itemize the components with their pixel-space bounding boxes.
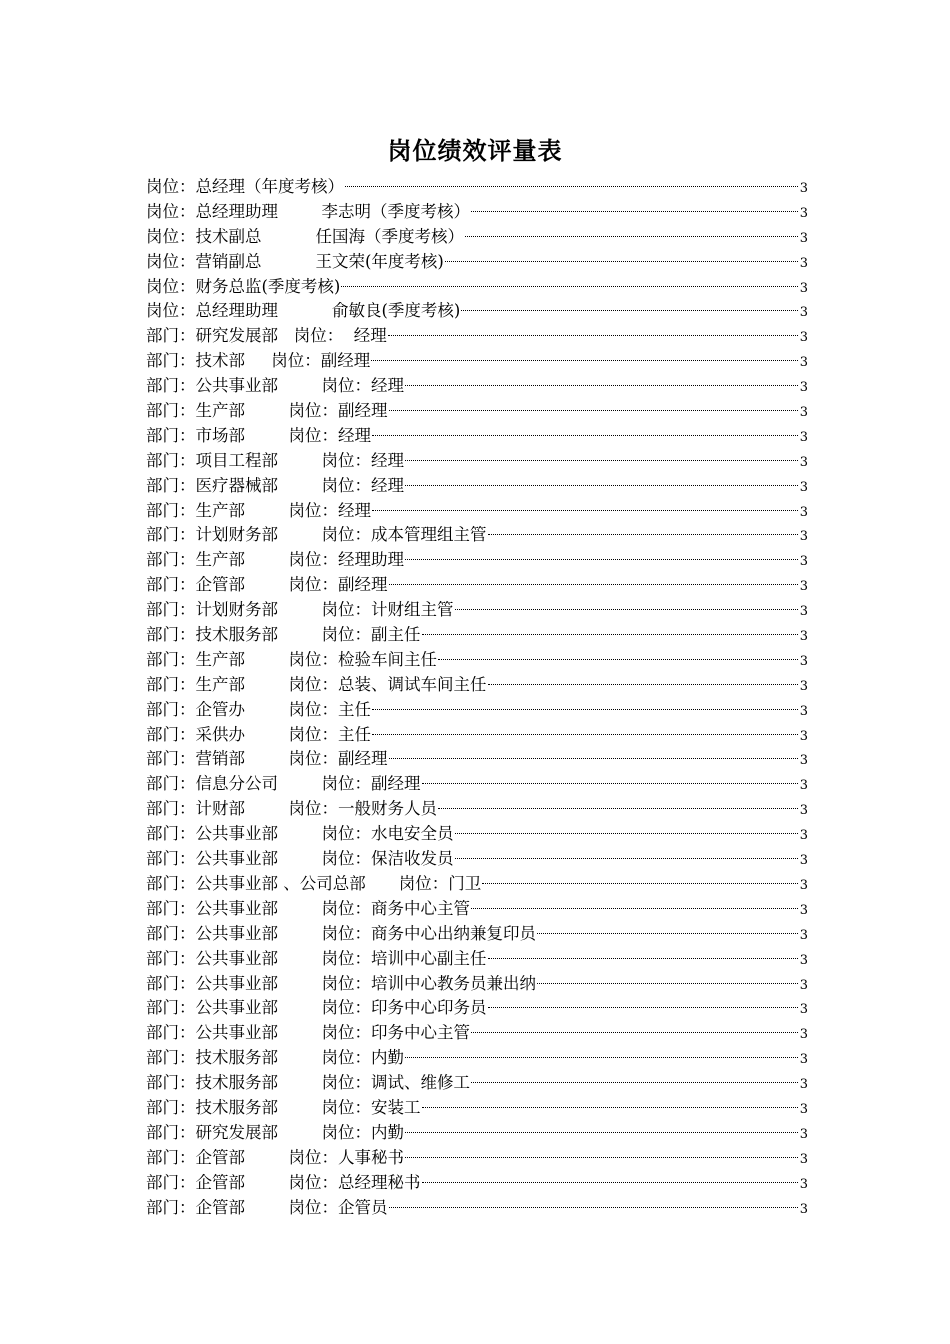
toc-page-number: 3 — [799, 355, 808, 371]
toc-page-number: 3 — [799, 504, 808, 520]
toc-entry[interactable] — [146, 523, 808, 548]
toc-dot-leader — [389, 584, 798, 585]
toc-entry[interactable] — [146, 424, 808, 449]
toc-page-number: 3 — [799, 653, 808, 669]
toc-page-number: 3 — [799, 853, 808, 869]
toc-dot-leader — [461, 310, 797, 311]
toc-entry-text: 部门：信息分公司 岗位：副经理 — [146, 774, 421, 794]
toc-entry-text: 部门：企管办 岗位：主任 — [146, 699, 371, 719]
toc-dot-leader — [422, 1182, 798, 1183]
toc-entry-text: 部门：企管部 岗位：副经理 — [146, 575, 388, 595]
toc-dot-leader — [471, 1032, 798, 1033]
toc-entry[interactable] — [146, 225, 808, 250]
toc-dot-leader — [405, 460, 798, 461]
toc-entry[interactable] — [146, 872, 808, 897]
toc-page-number: 3 — [799, 205, 808, 221]
toc-dot-leader — [371, 360, 797, 361]
toc-entry-text: 部门：企管部 岗位：人事秘书 — [146, 1147, 404, 1167]
toc-entry-text: 岗位：营销副总 王文荣(年度考核) — [146, 251, 444, 271]
toc-entry-text: 部门：技术部 岗位：副经理 — [146, 351, 371, 371]
toc-page-number: 3 — [799, 1077, 808, 1093]
toc-page-number: 3 — [799, 1151, 808, 1167]
toc-dot-leader — [345, 186, 798, 187]
toc-entry-text: 部门：研究发展部 岗位：内勤 — [146, 1122, 404, 1142]
toc-entry-text: 部门：公共事业部 岗位：培训中心教务员兼出纳 — [146, 973, 536, 993]
toc-entry[interactable] — [146, 1071, 808, 1096]
toc-entry-text: 部门：计划财务部 岗位：成本管理组主管 — [146, 525, 487, 545]
toc-dot-leader — [389, 410, 798, 411]
toc-page-number: 3 — [799, 330, 808, 346]
toc-entry-text: 部门：企管部 岗位：企管员 — [146, 1197, 388, 1217]
toc-entry-text: 部门：计划财务部 岗位：计财组主管 — [146, 600, 454, 620]
toc-dot-leader — [438, 808, 798, 809]
toc-page-number: 3 — [799, 703, 808, 719]
toc-entry-text: 部门：公共事业部 岗位：印务中心主管 — [146, 1023, 470, 1043]
toc-page-number: 3 — [799, 952, 808, 968]
toc-dot-leader — [422, 634, 798, 635]
toc-dot-leader — [405, 485, 798, 486]
toc-entry[interactable] — [146, 175, 808, 200]
toc-entry-text: 部门：公共事业部 岗位：商务中心主管 — [146, 898, 470, 918]
toc-page-number: 3 — [799, 1176, 808, 1192]
toc-entry-text: 部门：公共事业部 岗位：保洁收发员 — [146, 849, 454, 869]
toc-dot-leader — [471, 908, 798, 909]
toc-entry[interactable] — [146, 275, 808, 300]
toc-entry-text: 部门：公共事业部 、公司总部 岗位：门卫 — [146, 873, 482, 893]
toc-entry[interactable] — [146, 1021, 808, 1046]
toc-page-number: 3 — [799, 977, 808, 993]
toc-page-number: 3 — [799, 529, 808, 545]
toc-entry-text: 部门：市场部 岗位：经理 — [146, 425, 371, 445]
toc-dot-leader — [488, 684, 798, 685]
toc-dot-leader — [422, 783, 798, 784]
toc-entry[interactable] — [146, 349, 808, 374]
toc-entry[interactable] — [146, 972, 808, 997]
toc-page-number: 3 — [799, 181, 808, 196]
toc-entry[interactable] — [146, 499, 808, 524]
toc-page-number: 3 — [799, 778, 808, 794]
toc-page-number: 3 — [799, 1002, 808, 1018]
toc-page-number: 3 — [799, 280, 808, 296]
toc-dot-leader — [389, 758, 798, 759]
toc-entry[interactable] — [146, 200, 808, 225]
toc-entry[interactable] — [146, 947, 808, 972]
toc-entry-text: 部门：生产部 岗位：经理 — [146, 500, 371, 520]
toc-entry-text: 岗位：总经理（年度考核） — [146, 177, 344, 196]
toc-dot-leader — [445, 261, 798, 262]
toc-entry-text: 部门：公共事业部 岗位：水电安全员 — [146, 824, 454, 844]
toc-page-number: 3 — [799, 380, 808, 396]
toc-entry-text: 岗位：财务总监(季度考核) — [146, 276, 341, 296]
toc-dot-leader — [372, 709, 798, 710]
toc-entry-text: 部门：生产部 岗位：经理助理 — [146, 550, 404, 570]
toc-dot-leader — [372, 734, 798, 735]
toc-dot-leader — [405, 559, 798, 560]
toc-page-number: 3 — [799, 479, 808, 495]
toc-entry[interactable] — [146, 698, 808, 723]
toc-entry[interactable] — [146, 449, 808, 474]
toc-dot-leader — [405, 385, 798, 386]
toc-entry-text: 部门：公共事业部 岗位：商务中心出纳兼复印员 — [146, 923, 536, 943]
toc-page-number: 3 — [799, 753, 808, 769]
toc-entry-text: 部门：公共事业部 岗位：经理 — [146, 376, 404, 396]
toc-entry-text: 岗位：技术副总 任国海（季度考核） — [146, 226, 464, 246]
toc-page-number: 3 — [799, 728, 808, 744]
toc-dot-leader — [471, 1082, 798, 1083]
toc-entry[interactable] — [146, 648, 808, 673]
toc-entry-text: 部门：研究发展部 岗位： 经理 — [146, 326, 387, 346]
toc-entry-text: 部门：计财部 岗位：一般财务人员 — [146, 799, 437, 819]
toc-page-number: 3 — [799, 1126, 808, 1142]
toc-dot-leader — [372, 510, 798, 511]
toc-entry[interactable] — [146, 324, 808, 349]
toc-dot-leader — [471, 211, 798, 212]
toc-entry[interactable] — [146, 847, 808, 872]
toc-dot-leader — [488, 1007, 798, 1008]
toc-page-number: 3 — [799, 554, 808, 570]
toc-page-number: 3 — [799, 629, 808, 645]
toc-entry[interactable] — [146, 1046, 808, 1071]
toc-entry[interactable] — [146, 573, 808, 598]
toc-entry[interactable] — [146, 797, 808, 822]
toc-page-number: 3 — [799, 255, 808, 271]
toc-entry-text: 部门：技术服务部 岗位：安装工 — [146, 1097, 421, 1117]
toc-entry-text: 部门：生产部 岗位：检验车间主任 — [146, 649, 437, 669]
toc-page-number: 3 — [799, 1027, 808, 1043]
toc-entry[interactable] — [146, 474, 808, 499]
toc-entry[interactable] — [146, 1171, 808, 1196]
toc-page-number: 3 — [799, 877, 808, 893]
toc-entry[interactable] — [146, 598, 808, 623]
toc-entry-text: 岗位：总经理助理 俞敏良(季度考核) — [146, 301, 461, 321]
toc-dot-leader — [372, 435, 798, 436]
toc-entry[interactable] — [146, 299, 808, 324]
toc-entry[interactable] — [146, 747, 808, 772]
toc-dot-leader — [488, 534, 798, 535]
document-title: 岗位绩效评量表 — [387, 136, 563, 165]
toc-entry-text: 部门：营销部 岗位：副经理 — [146, 749, 388, 769]
toc-page-number: 3 — [799, 305, 808, 321]
toc-entry-text: 部门：企管部 岗位：总经理秘书 — [146, 1172, 421, 1192]
toc-dot-leader — [455, 609, 798, 610]
toc-entry-text: 部门：项目工程部 岗位：经理 — [146, 450, 404, 470]
toc-dot-leader — [405, 1157, 798, 1158]
toc-page-number: 3 — [799, 828, 808, 844]
toc-entry[interactable] — [146, 922, 808, 947]
toc-page-number: 3 — [799, 678, 808, 694]
toc-entry[interactable] — [146, 897, 808, 922]
toc-entry-text: 部门：技术服务部 岗位：调试、维修工 — [146, 1073, 470, 1093]
toc-entry[interactable] — [146, 1146, 808, 1171]
toc-dot-leader — [422, 1107, 798, 1108]
toc-entry-text: 部门：生产部 岗位：副经理 — [146, 401, 388, 421]
toc-page-number: 3 — [799, 230, 808, 246]
toc-page-number: 3 — [799, 902, 808, 918]
toc-dot-leader — [537, 933, 798, 934]
toc-dot-leader — [537, 983, 798, 984]
toc-entry-text: 部门：公共事业部 岗位：印务中心印务员 — [146, 998, 487, 1018]
toc-entry[interactable] — [146, 374, 808, 399]
toc-dot-leader — [488, 958, 798, 959]
toc-page-number: 3 — [799, 454, 808, 470]
toc-entry[interactable] — [146, 673, 808, 698]
toc-page-number: 3 — [799, 429, 808, 445]
toc-dot-leader — [482, 883, 797, 884]
table-of-contents — [146, 175, 808, 1220]
toc-entry-text: 部门：医疗器械部 岗位：经理 — [146, 475, 404, 495]
toc-entry-text: 部门：生产部 岗位：总装、调试车间主任 — [146, 674, 487, 694]
toc-dot-leader — [389, 1207, 798, 1208]
toc-page-number: 3 — [799, 1101, 808, 1117]
toc-dot-leader — [455, 858, 798, 859]
toc-entry[interactable] — [146, 1196, 808, 1221]
toc-entry[interactable] — [146, 399, 808, 424]
toc-entry[interactable] — [146, 250, 808, 275]
toc-entry-text: 岗位：总经理助理 李志明（季度考核） — [146, 201, 470, 221]
toc-dot-leader — [388, 335, 798, 336]
toc-dot-leader — [405, 1132, 798, 1133]
toc-entry-text: 部门：技术服务部 岗位：副主任 — [146, 625, 421, 645]
toc-entry-text: 部门：技术服务部 岗位：内勤 — [146, 1048, 404, 1068]
toc-entry-text: 部门：公共事业部 岗位：培训中心副主任 — [146, 948, 487, 968]
toc-dot-leader — [405, 1057, 798, 1058]
toc-entry[interactable] — [146, 822, 808, 847]
toc-dot-leader — [341, 286, 797, 287]
toc-page-number: 3 — [799, 579, 808, 595]
toc-page-number: 3 — [799, 803, 808, 819]
toc-entry[interactable] — [146, 623, 808, 648]
toc-entry[interactable] — [146, 1121, 808, 1146]
toc-entry[interactable] — [146, 772, 808, 797]
toc-page-number: 3 — [799, 405, 808, 421]
toc-dot-leader — [455, 833, 798, 834]
toc-page-number: 3 — [799, 1201, 808, 1217]
toc-dot-leader — [465, 236, 798, 237]
toc-page-number: 3 — [799, 1052, 808, 1068]
toc-entry[interactable] — [146, 996, 808, 1021]
toc-page-number: 3 — [799, 604, 808, 620]
toc-entry-text: 部门：采供办 岗位：主任 — [146, 724, 371, 744]
toc-entry[interactable] — [146, 723, 808, 748]
toc-entry[interactable] — [146, 1096, 808, 1121]
toc-entry[interactable] — [146, 548, 808, 573]
toc-dot-leader — [438, 659, 798, 660]
toc-page-number: 3 — [799, 927, 808, 943]
